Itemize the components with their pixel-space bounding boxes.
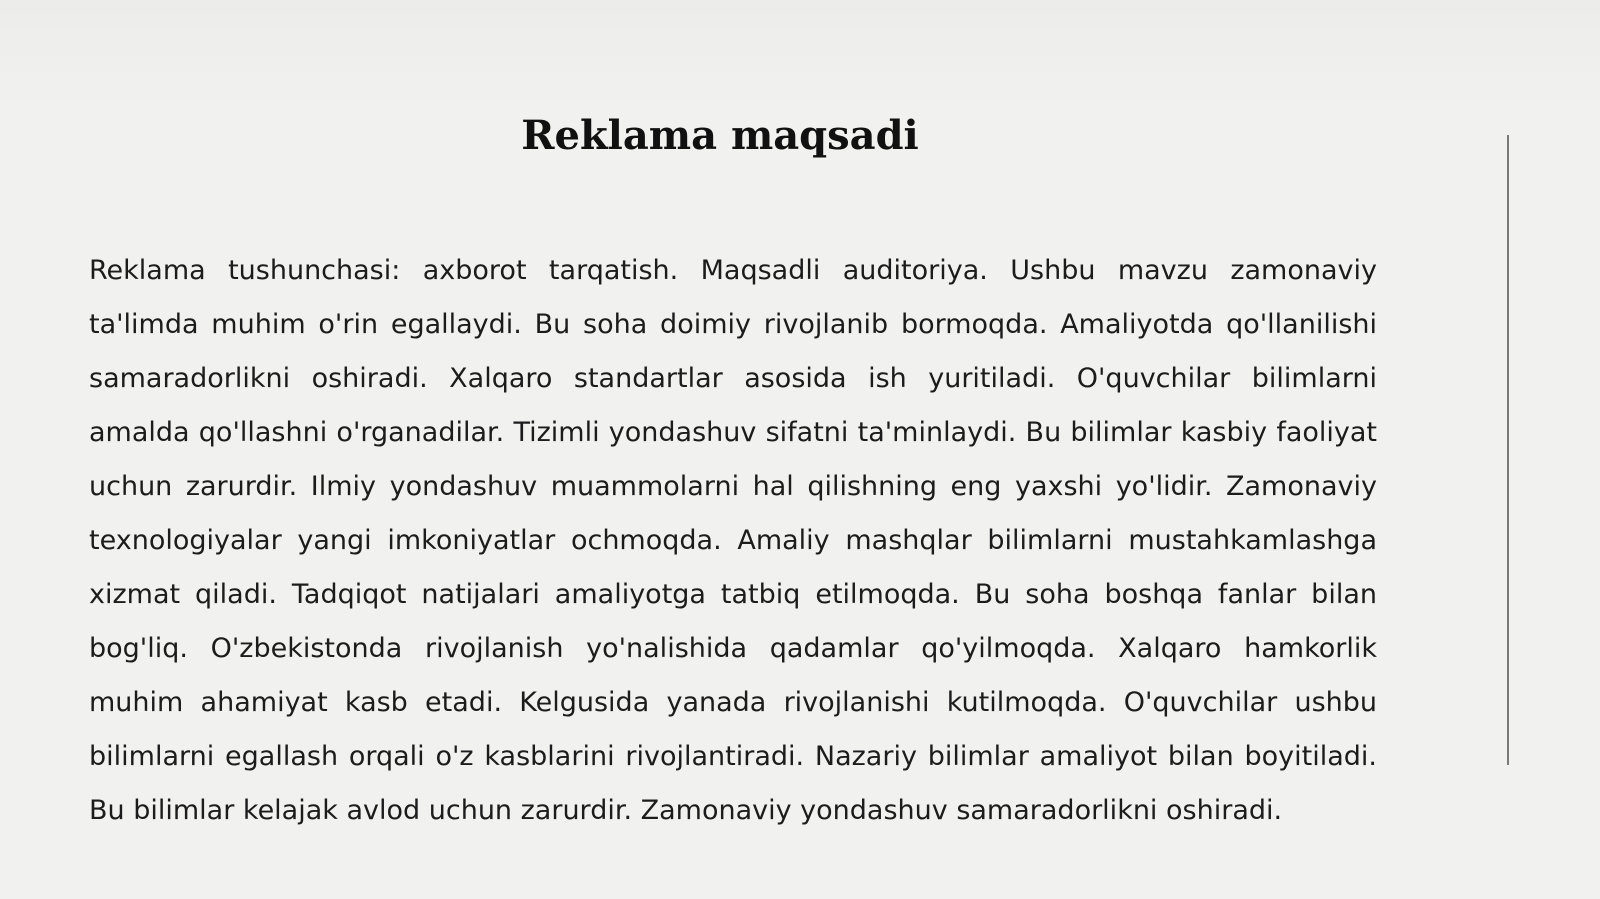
vertical-divider [1507,135,1509,765]
slide-title: Reklama maqsadi [521,112,919,159]
slide-body-text: Reklama tushunchasi: axborot tarqatish. Maqsadli auditoriya. Ushbu mavzu zamonaviy ta'limda muhim o'rin egallaydi. Bu soha doimiy rivojlanib bormoqda. Amaliyotda qo'llanilishi samaradorlikni oshiradi. Xalqaro standartlar asosida ish yuritiladi. O'quvchilar bilimlarni amalda qo'llashni o'rganadilar. Tizimli yondashuv sifatni ta'minlaydi. Bu bilimlar kasbiy faoliyat uchun zarurdir. Ilmiy yondashuv muammolarni hal qilishning eng yaxshi yo'lidir. Zamonaviy texnologiyalar yangi imkoniyatlar ochmoqda. Amaliy mashqlar bilimlarni mustahkamlashga xizmat qiladi. Tadqiqot natijalari amaliyotga tatbiq etilmoqda. Bu soha boshqa fanlar bilan bog'liq. O'zbekistonda rivojlanish yo'nalishida qadamlar qo'yilmoqda. Xalqaro hamkorlik muhim ahamiyat kasb etadi. Kelgusida yanada rivojlanishi kutilmoqda. O'quvchilar ushbu bilimlarni egallash orqali o'z kasblarini rivojlantiradi. Nazariy bilimlar amaliyot bilan boyitiladi. Bu bilimlar kelajak avlod uchun zarurdir. Zamonaviy yondashuv samaradorlikni oshiradi. [89,255,1377,826]
